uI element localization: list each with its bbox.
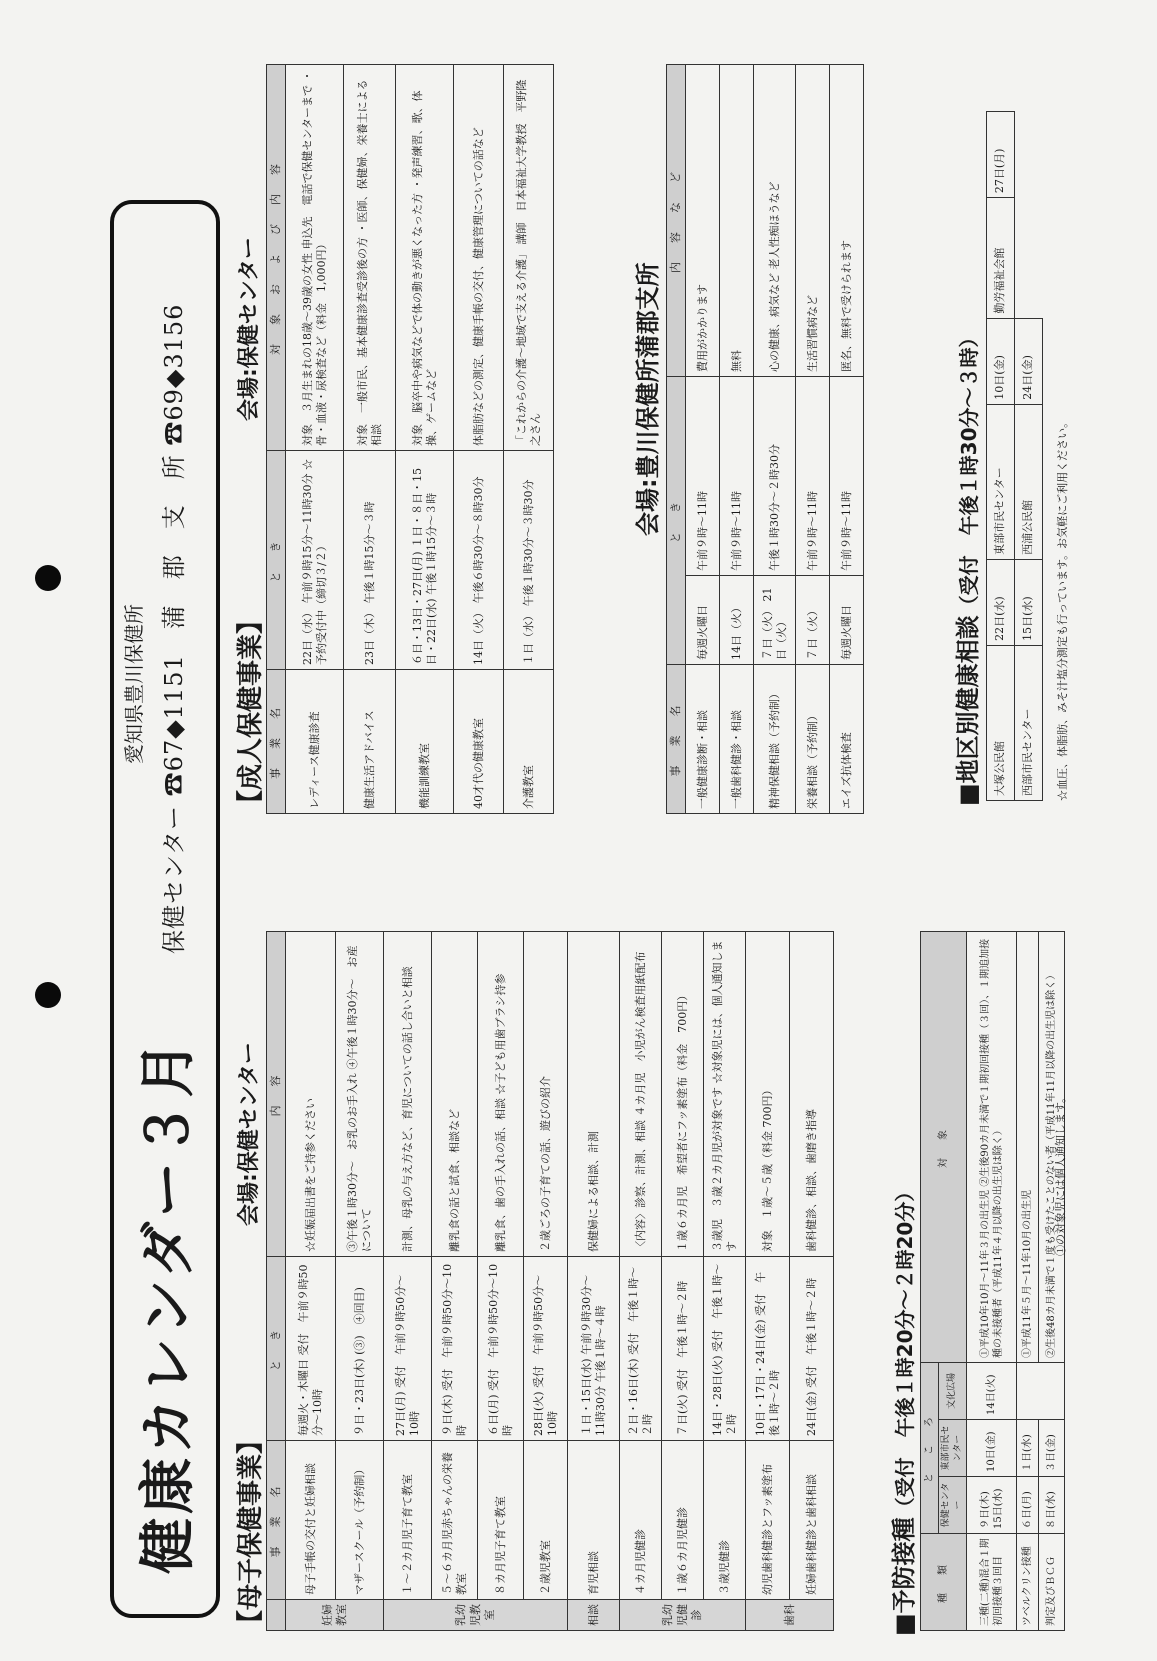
table-row: [336, 932, 384, 1631]
table-row: [286, 65, 344, 814]
row-time: 午後１時30分～２時30分: [754, 377, 796, 576]
col-when: と き: [267, 451, 286, 670]
group-label: 歯科: [746, 1600, 834, 1631]
org-name: 愛知県豊川保健所: [122, 604, 146, 764]
row-day: ７日（火） 21日（火）: [754, 576, 796, 665]
district-title: ■地区別健康相談: [954, 615, 982, 806]
table-row: [432, 932, 478, 1631]
table-row: [396, 65, 454, 814]
table-row: [790, 932, 834, 1631]
table-header-row: [267, 65, 286, 814]
col-content: 対 象 お よ び 内 容: [267, 65, 286, 451]
table-row: [830, 65, 864, 814]
branch-venue: 会場:豊川保健所蒲郡支所: [634, 262, 662, 536]
row-name: １～２カ月児子育て教室: [384, 1441, 432, 1600]
row-time: 午前９時～11時: [720, 377, 754, 576]
district-note: ☆血圧、体脂肪、みそ汁塩分測定も行っています。お気軽にご利用ください。: [1056, 416, 1069, 801]
table-row: [746, 932, 790, 1631]
row-name: 妊婦歯科健診と歯科相談: [790, 1441, 834, 1600]
row-when: 10日・17日・24日(金) 受付 午後１時～２時: [746, 1257, 790, 1441]
row-center: ６日(月): [1017, 1477, 1039, 1534]
district-date: 24日(金): [1015, 318, 1043, 404]
row-content: ③午後１時30分～ お乳のお手入れ ④午後１時30分～ お産について: [336, 932, 384, 1257]
district-place: [1015, 198, 1043, 318]
adult-venue: 会場:保健センター: [237, 237, 262, 421]
vaccination-reception: （受付 午後１時20分～２時20分）: [893, 1181, 917, 1518]
row-when: 14日（火） 午後６時30分～８時30分: [454, 451, 504, 670]
row-content: 離乳食、歯の手入れの話、相談 ☆子ども用歯ブラシ持参: [478, 932, 524, 1257]
table-row: [686, 65, 720, 814]
district-date: 27日(月): [987, 112, 1015, 198]
row-content: １歳６カ月児 希望者にフッ素塗布（料金 700円）: [662, 932, 704, 1257]
district-reception: （受付 午後１時30分～３時）: [957, 327, 981, 616]
row-name: 育児相談: [568, 1441, 620, 1600]
maternal-table: [266, 931, 834, 1631]
group-label: 妊婦教室: [286, 1600, 384, 1631]
row-name: 栄養相談（予約制）: [796, 665, 830, 814]
table-row: [987, 112, 1015, 801]
table-row: [620, 932, 662, 1631]
row-content: 対象 ３月生まれの18歳～39歳の女性 申込先 電話で保健センターまで ・骨・血液・尿検査など（料金 1,000円）: [286, 65, 344, 451]
col-content: 内 容 な ど: [667, 65, 686, 377]
page-title: 健康カレンダー３月: [136, 1037, 201, 1574]
group-label: 乳幼児教室: [384, 1600, 568, 1631]
table-row: [454, 65, 504, 814]
row-day: 毎週火曜日: [686, 576, 720, 665]
district-place: 西浦公民館: [1015, 404, 1043, 559]
calendar-sheet: [18, 36, 1138, 1636]
row-name: ８カ月児子育て教室: [478, 1441, 524, 1600]
row-center: ８日(水): [1039, 1477, 1065, 1534]
row-content: 「これからの介護～地域で支える介護」 講師 日本福祉大学教授 平野隆之さん: [504, 65, 554, 451]
row-name: ２歳児教室: [524, 1441, 568, 1600]
row-name: エイズ抗体検査: [830, 665, 864, 814]
district-place: 勤労福祉会館: [987, 198, 1015, 318]
row-content: ☆妊娠届出書をご持参ください: [286, 932, 336, 1257]
row-name: ５～６カ月児赤ちゃんの栄養教室: [432, 1441, 478, 1600]
row-east: 10日(金): [967, 1420, 1017, 1477]
row-name: １歳６カ月児健診: [662, 1441, 704, 1600]
district-place: 西部市民センター: [1015, 645, 1043, 800]
table-row: [1017, 932, 1039, 1631]
vaccination-heading: [884, 1182, 919, 1636]
branch-table: [666, 64, 864, 814]
row-when: ７日(火) 受付 午後１時～２時: [662, 1257, 704, 1441]
row-target: ①平成11年５月～11年10月の出生児: [1017, 932, 1039, 1363]
district-place: 東部市民センター: [987, 404, 1015, 559]
row-name: 幼児歯科健診とフッ素塗布: [746, 1441, 790, 1600]
vaccination-table: [920, 931, 1065, 1631]
group-label: 乳幼児健診: [620, 1600, 746, 1631]
row-when: ９日(木) 受付 午前９時50分～10時: [432, 1257, 478, 1441]
group-label: 相談: [568, 1600, 620, 1631]
table-header-row: [667, 65, 686, 814]
col-name: 事 業 名: [267, 1441, 286, 1600]
col-when: と き: [667, 377, 686, 665]
table-row: [478, 932, 524, 1631]
row-when: 毎週火・木曜日 受付 午前９時50分～10時: [286, 1257, 336, 1441]
row-center: ９日(木) 15日(水): [967, 1477, 1017, 1534]
col-when: と き: [267, 1257, 286, 1441]
row-name: 精神保健相談（予約制）: [754, 665, 796, 814]
district-table: [986, 111, 1043, 801]
district-heading: [948, 327, 983, 806]
district-place: 大塚公民館: [987, 645, 1015, 800]
row-content: 対象 脳卒中や病気などで体の動きが悪くなった方 ・発声練習、歌、体操、ゲームなど: [396, 65, 454, 451]
adult-table: [266, 64, 554, 814]
col-name: 事 業 名: [667, 665, 686, 814]
place-center: 保健センター: [939, 1477, 967, 1534]
row-day: ７日（火）: [796, 576, 830, 665]
adult-heading: 【成人保健事業】: [236, 607, 266, 816]
place-east: 東部市民センター: [939, 1420, 967, 1477]
maternal-heading: 【母子保健事業】: [236, 1427, 266, 1636]
row-target: ②生後48カ月未満で１度も受けたことのない者（平成11年11月以降の出生児は除く）: [1039, 932, 1065, 1363]
col-name: 事 業 名: [267, 670, 286, 814]
district-date: [1015, 112, 1043, 198]
row-name: ４カ月児健診: [620, 1441, 662, 1600]
row-content: 費用がかかります: [686, 65, 720, 377]
row-time: 午前９時～11時: [830, 377, 864, 576]
table-row: [524, 932, 568, 1631]
row-content: 生活習慣病など: [796, 65, 830, 377]
row-content: 〈内容〉診察、計測、相談 ４カ月児 小児がん検査用紙配布: [620, 932, 662, 1257]
table-row: [720, 65, 754, 814]
table-row: [967, 932, 1017, 1631]
row-content: 歯科健診、相談、歯磨き指導: [790, 932, 834, 1257]
row-name: 介護教室: [504, 670, 554, 814]
table-header-row: [921, 932, 939, 1631]
table-header-row: [267, 932, 286, 1631]
table-row: [704, 932, 746, 1631]
row-when: 27日(月) 受付 午前９時50分～10時: [384, 1257, 432, 1441]
row-content: 計測、母乳の与え方など、育児についての話し合いと相談: [384, 932, 432, 1257]
row-content: ２歳ごろの子育ての話、遊びの紹介: [524, 932, 568, 1257]
row-name: 健康生活アドバイス: [344, 670, 396, 814]
table-row: [1015, 112, 1043, 801]
row-when: 14日・28日(火) 受付 午後１時～２時: [704, 1257, 746, 1441]
row-name: 40才代の健康教室: [454, 670, 504, 814]
row-culture: [1017, 1363, 1065, 1420]
row-when: ６日・13日・27日(月) １日・８日・15日・22日(水) 午後１時15分～３時: [396, 451, 454, 670]
district-date: 22日(水): [987, 559, 1015, 645]
row-time: 午前９時～11時: [796, 377, 830, 576]
table-row: [568, 932, 620, 1631]
row-content: ３歳児 ３歳２カ月児が対象です ☆対象児には、個人通知します: [704, 932, 746, 1257]
row-content: 保健婦による相談、計測: [568, 932, 620, 1257]
row-content: 離乳食の話と試食、相談など: [432, 932, 478, 1257]
row-name: ３歳児健診: [704, 1441, 746, 1600]
row-time: 午前９時～11時: [686, 377, 720, 576]
place-culture: 文化広場: [939, 1363, 967, 1420]
col-target: 対 象: [921, 932, 967, 1363]
row-name: レディース健康診査: [286, 670, 344, 814]
row-type: 三種(二種)混合１期初回接種３回目: [967, 1534, 1017, 1631]
row-when: ２日・16日(木) 受付 午後１時～２時: [620, 1257, 662, 1441]
row-name: 機能訓練教室: [396, 670, 454, 814]
row-east: ３日(金): [1039, 1420, 1065, 1477]
row-content: 体脂肪などの測定、健康手帳の交付、健康管理についての話など: [454, 65, 504, 451]
row-when: １日・15日(水) 午前９時30分～11時30分 午後１時～４時: [568, 1257, 620, 1441]
row-when: ９日・23日(木) (③) ④回目): [336, 1257, 384, 1441]
row-type: 判定及びＢＣＧ: [1039, 1534, 1065, 1631]
table-row: [286, 932, 336, 1631]
row-day: 14日（火）: [720, 576, 754, 665]
row-when: 28日(火) 受付 午前９時50分～10時: [524, 1257, 568, 1441]
row-when: 23日（木） 午後１時15分～３時: [344, 451, 396, 670]
col-type: 種 類: [921, 1534, 967, 1631]
title-box: [110, 200, 220, 1618]
maternal-venue: 会場:保健センター: [237, 1042, 262, 1226]
table-row: [754, 65, 796, 814]
row-content: 匿名、無料で受けられます: [830, 65, 864, 377]
vaccination-note: ①の対象児には個人通知します。: [1054, 1091, 1067, 1256]
table-row: [384, 932, 432, 1631]
col-place: と こ ろ: [921, 1363, 939, 1534]
table-row: [1039, 932, 1065, 1631]
row-content: 心の健康、病気など 老人性痴ほうなど: [754, 65, 796, 377]
row-when: 24日(金) 受付 午後１時～２時: [790, 1257, 834, 1441]
district-date: 10日(金): [987, 318, 1015, 404]
row-type: ツベルクリン接種: [1017, 1534, 1039, 1631]
table-row: [662, 932, 704, 1631]
row-name: 一般歯科健診・相談: [720, 665, 754, 814]
row-name: 母子手帳の交付と妊婦相談: [286, 1441, 336, 1600]
col-content: 内 容: [267, 932, 286, 1257]
table-row: [344, 65, 396, 814]
row-day: 毎週火曜日: [830, 576, 864, 665]
row-culture: 14日(火): [967, 1363, 1017, 1420]
row-east: １日(水): [1017, 1420, 1039, 1477]
row-content: 無料: [720, 65, 754, 377]
district-date: 15日(水): [1015, 559, 1043, 645]
vaccination-title: ■予防接種: [890, 1517, 918, 1636]
row-content: 対象 １歳～５歳（料金 700円）: [746, 932, 790, 1257]
row-when: 22日（水） 午前９時15分～11時30分 ☆予約受付中（締切３/２）: [286, 451, 344, 670]
row-name: 一般健康診断・相談: [686, 665, 720, 814]
phone-line: 保健センター ☎67◆1151 蒲 郡 支 所 ☎69◆3156: [160, 303, 188, 954]
row-when: ６日(月) 受付 午前９時50分～10時: [478, 1257, 524, 1441]
table-row: [796, 65, 830, 814]
table-row: [504, 65, 554, 814]
row-name: マザースクール（予約制）: [336, 1441, 384, 1600]
row-content: 対象 一般市民、基本健康診査受診後の方 ・医師、保健婦、栄養士による相談: [344, 65, 396, 451]
row-when: １日（水） 午後１時30分～３時30分: [504, 451, 554, 670]
row-target: ①平成10年10月～11年３月の出生児 ②生後90カ月未満で１期初回接種（３回）、１期追加接種の未接種者（平成11年４月以降の出生児は除く）: [967, 932, 1017, 1363]
